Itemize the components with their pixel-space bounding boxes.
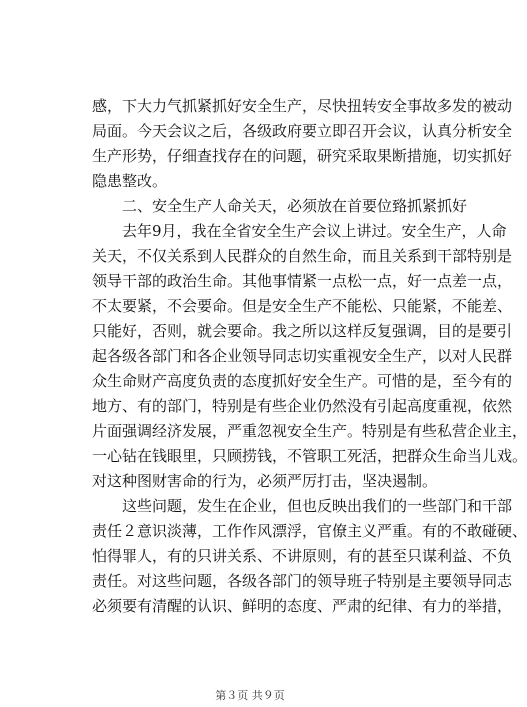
text-line: 局面。今天会议之后，各级政府要立即召开会议，认真分析安全 (92, 122, 513, 140)
text-line: 关天，不仅关系到人民群众的自然生命，而且关系到干部特别是 (92, 247, 513, 265)
text-line: 片面强调经济发展，严重忽视安全生产。特别是有些私营企业主， (92, 422, 527, 440)
page-number: 第３页 共９页 (215, 689, 285, 702)
text-line: 生产形势，仔细查找存在的问题，研究采取果断措施，切实抓好 (92, 147, 513, 165)
text-line: 对这种图财害命的行为，必须严厉打击，坚决遏制。 (92, 472, 438, 490)
text-line: 起各级各部门和各企业领导同志切实重视安全生产，以对人民群 (92, 347, 513, 365)
text-line: 众生命财产高度负责的态度抓好安全生产。可惜的是，至今有的 (92, 372, 513, 390)
text-line: 不太要紧，不会要命。但是安全生产不能松、只能紧，不能差、 (92, 297, 513, 315)
section-heading: 二、安全生产人命关天，必须放在首要位臵抓紧抓好 (122, 197, 468, 215)
text-line: 感，下大力气抓紧抓好安全生产，尽快扭转安全事故多发的被动 (92, 97, 513, 115)
text-line: 责任２意识淡薄，工作作风漂浮，官僚主义严重。有的不敢碰硬、 (92, 522, 527, 540)
text-line: 领导干部的政治生命。其他事情紧一点松一点，好一点差一点， (92, 272, 513, 290)
text-line: 地方、有的部门，特别是有些企业仍然没有引起高度重视，依然 (92, 397, 513, 415)
text-line: 必须要有清醒的认识、鲜明的态度、严肃的纪律、有力的举措， (92, 597, 513, 615)
text-line: 去年9月，我在全省安全生产会议上讲过。安全生产，人命 (122, 222, 507, 240)
text-line: 这些问题，发生在企业，但也反映出我们的一些部门和干部 (122, 497, 513, 515)
text-line: 隐患整改。 (92, 172, 168, 190)
text-line: 责任。对这些问题，各级各部门的领导班子特别是主要领导同志 (92, 572, 513, 590)
text-line: 一心钻在钱眼里，只顾捞钱，不管职工死活，把群众生命当儿戏。 (92, 447, 527, 465)
text-line: 只能好，否则，就会要命。我之所以这样反复强调，目的是要引 (92, 322, 513, 340)
text-line: 怕得罪人，有的只讲关系、不讲原则，有的甚至只谋利益、不负 (92, 547, 513, 565)
